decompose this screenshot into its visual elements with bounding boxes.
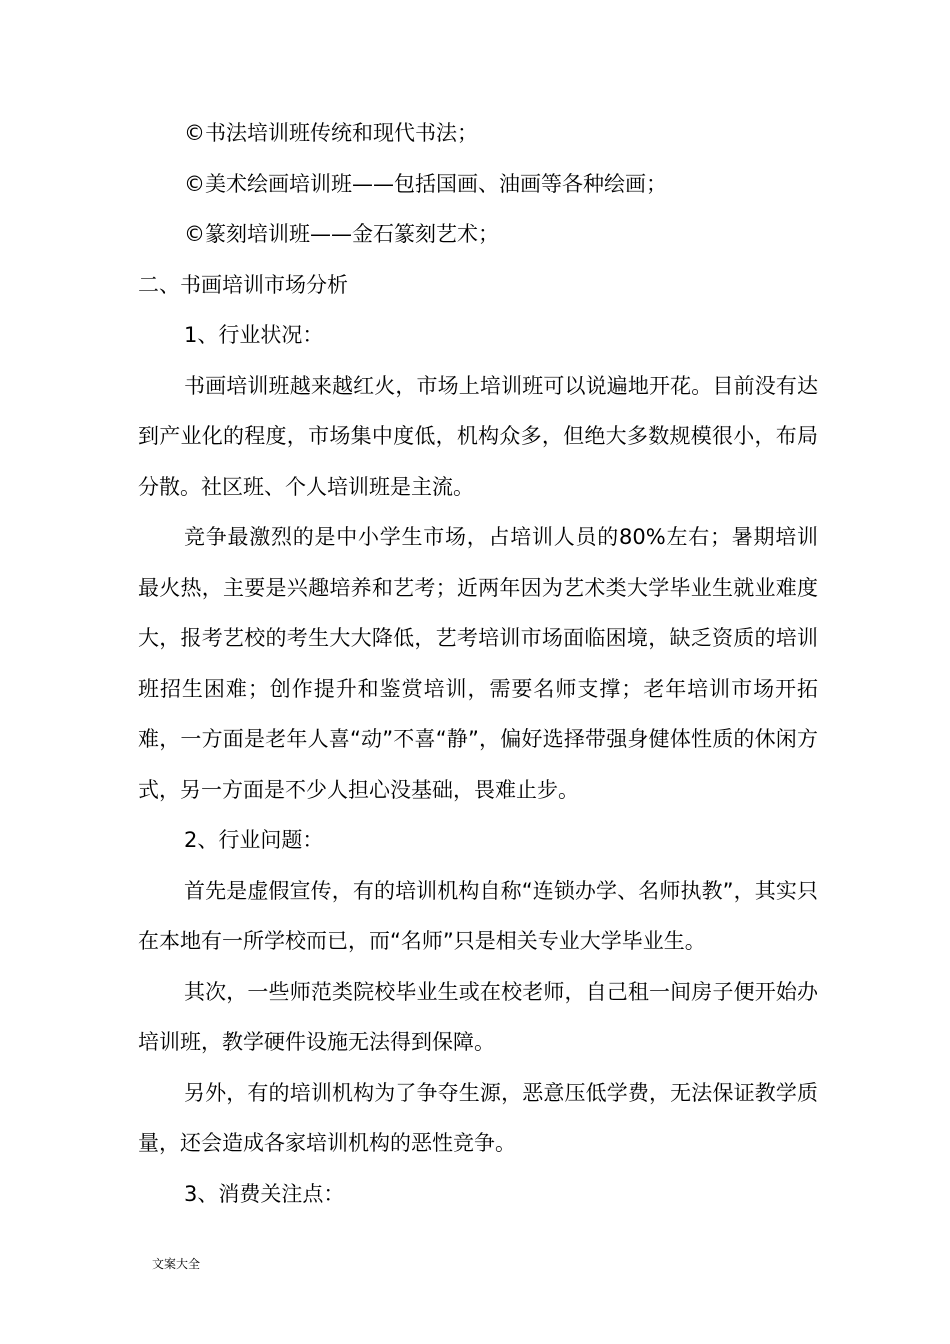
subheading-industry-problems: 2、行业问题：	[184, 828, 324, 852]
subheading-industry-status: 1、行业状况：	[184, 323, 324, 347]
subheading-consumer-focus: 3、消费关注点：	[184, 1181, 345, 1206]
paragraph-industry-status: 书画培训班越来越红火，市场上培训班可以说遍地开花。目前没有达到产业化的程度，市场集中度低，机构众多，但绝大多数规模很小，布局分散。社区班、个人培训班是主流。	[138, 373, 818, 499]
paragraph-teachers: 其次，一些师范类院校毕业生或在校老师，自己租一间房子便开始办培训班，教学硬件设施无法得到保障。	[138, 979, 818, 1054]
document-body	[138, 108, 818, 1219]
paragraph-competition: 竞争最激烈的是中小学生市场，占培训人员的80%左右；暑期培训最火热，主要是兴趣培养和艺考；近两年因为艺术类大学毕业生就业难度大，报考艺校的考生大大降低，艺考培训市场面临困境，缺乏资质的培训班招生困难；创作提升和鉴赏培训，需要名师支撑；老年培训市场开拓难，一方面是老年人喜“动”不喜“静”，偏好选择带强身健体性质的休闲方式，另一方面是不少人担心没基础，畏难止步。	[138, 525, 818, 802]
paragraph-false-advertising: 首先是虚假宣传，有的培训机构自称“连锁办学、名师执教”，其实只在本地有一所学校而已，而“名师”只是相关专业大学毕业生。	[138, 878, 818, 953]
footer-label: 文案大全	[152, 1257, 201, 1271]
list-item-seal-carving: ©篆刻培训班——金石篆刻艺术；	[184, 222, 499, 246]
list-item-calligraphy: ©书法培训班传统和现代书法；	[184, 121, 478, 145]
paragraph-price-competition: 另外，有的培训机构为了争夺生源，恶意压低学费，无法保证教学质量，还会造成各家培训机构的恶性竞争。	[138, 1080, 818, 1155]
section-heading: 二、书画培训市场分析	[138, 272, 348, 297]
list-item-painting: ©美术绘画培训班——包括国画、油画等各种绘画；	[184, 171, 667, 196]
